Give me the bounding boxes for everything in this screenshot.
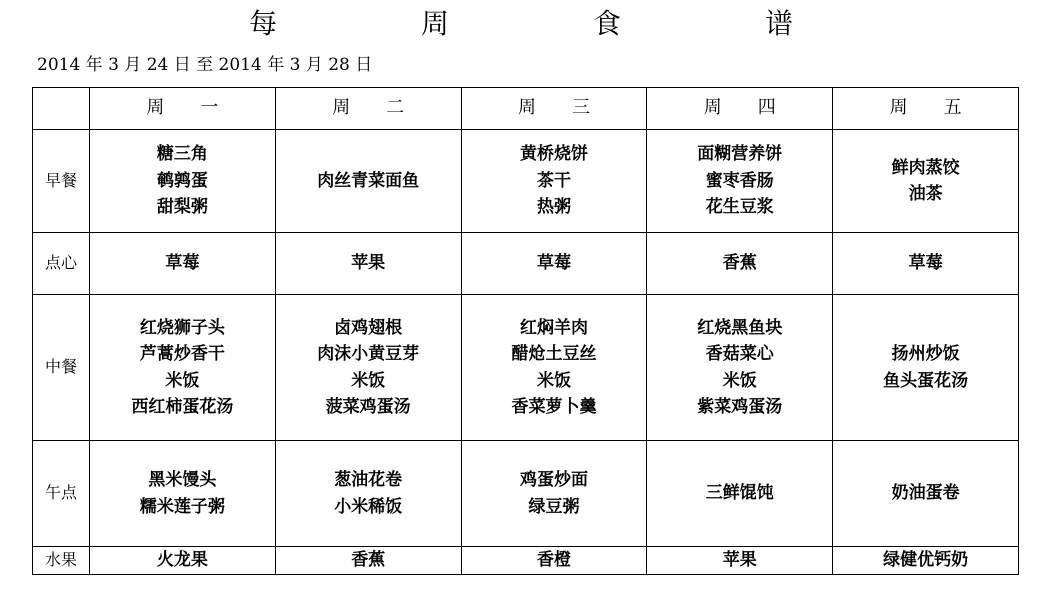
- day-header-tue: [275, 88, 461, 130]
- menu-cell: [833, 130, 1019, 233]
- day-header-mon: [90, 88, 276, 130]
- menu-cell: [90, 233, 276, 295]
- meal-label: 中餐: [33, 295, 90, 441]
- day-label: 周 一: [146, 97, 219, 119]
- dish-name: 米饭: [536, 370, 571, 391]
- dish-name: 香蕉: [351, 550, 386, 571]
- dish-name: 肉丝青菜面鱼: [317, 170, 420, 191]
- day-header-fri: [833, 88, 1019, 130]
- dish-name: 红烧狮子头: [139, 317, 225, 338]
- menu-cell: [647, 547, 833, 575]
- dish-name: 鹌鹑蛋: [156, 170, 208, 191]
- meal-row-afternoon-snack: [33, 441, 1019, 547]
- dish-name: 卤鸡翅根: [334, 317, 403, 338]
- dish-name: 热粥: [536, 197, 571, 218]
- meal-row-snack: [33, 233, 1019, 295]
- dish-name: 米饭: [165, 370, 200, 391]
- header-row: [33, 88, 1019, 130]
- menu-cell: [275, 295, 461, 441]
- dish-name: 扬州炒饭: [891, 344, 960, 364]
- dish-name: 香橙: [536, 550, 571, 571]
- menu-cell: [275, 233, 461, 295]
- dish-name: 甜梨粥: [156, 197, 208, 218]
- dish-name: 紫菜鸡蛋汤: [697, 397, 783, 417]
- dish-name: 绿健优钙奶: [883, 550, 969, 571]
- menu-cell: [275, 441, 461, 547]
- dish-name: 红烧黑鱼块: [697, 317, 783, 338]
- dish-name: 火龙果: [156, 550, 208, 571]
- dish-name: 绿豆粥: [528, 496, 580, 517]
- dish-name: 米饭: [722, 370, 757, 391]
- dish-name: 糖三角: [156, 144, 208, 165]
- dish-name: 三鲜馄饨: [705, 483, 774, 504]
- menu-cell: [90, 547, 276, 575]
- menu-cell: [833, 295, 1019, 441]
- dish-name: 芦蒿炒香干: [139, 344, 225, 364]
- date-range: 2014 年 3 月 24 日 至 2014 年 3 月 28 日: [37, 55, 373, 75]
- dish-name: 糯米莲子粥: [139, 496, 225, 517]
- dish-name: 蜜枣香肠: [705, 170, 774, 191]
- dish-name: 菠菜鸡蛋汤: [325, 397, 411, 417]
- menu-cell: [461, 295, 647, 441]
- menu-cell: [647, 233, 833, 295]
- meal-label: 午点: [33, 441, 90, 547]
- dish-name: 黄桥烧饼: [519, 144, 588, 165]
- dish-name: 鸡蛋炒面: [519, 470, 588, 490]
- dish-name: 香蕉: [722, 253, 757, 274]
- dish-name: 鱼头蛋花汤: [883, 370, 969, 391]
- menu-cell: [275, 130, 461, 233]
- dish-name: 苹果: [351, 253, 386, 274]
- meal-row-breakfast: [33, 130, 1019, 233]
- day-header-wed: [461, 88, 647, 130]
- menu-cell: [833, 233, 1019, 295]
- dish-name: 香菜萝卜羹: [511, 397, 597, 417]
- menu-cell: [90, 441, 276, 547]
- menu-cell: [647, 130, 833, 233]
- menu-cell: [647, 295, 833, 441]
- menu-cell: [275, 547, 461, 575]
- dish-name: 葱油花卷: [334, 470, 403, 490]
- dish-name: 西红柿蛋花汤: [131, 397, 234, 417]
- dish-name: 苹果: [722, 550, 757, 571]
- dish-name: 茶干: [536, 170, 571, 191]
- day-label: 周 二: [332, 97, 405, 119]
- day-header-thu: [647, 88, 833, 130]
- menu-cell: [833, 441, 1019, 547]
- meal-row-lunch: [33, 295, 1019, 441]
- meal-label: 点心: [33, 233, 90, 295]
- dish-name: 面糊营养饼: [697, 144, 783, 165]
- dish-name: 肉沫小黄豆芽: [317, 344, 420, 364]
- dish-name: 油茶: [908, 184, 943, 204]
- dish-name: 小米稀饭: [334, 496, 403, 517]
- dish-name: 红焖羊肉: [519, 317, 588, 338]
- meal-row-fruit: [33, 547, 1019, 575]
- dish-name: 草莓: [165, 253, 200, 274]
- dish-name: 奶油蛋卷: [891, 483, 960, 504]
- dish-name: 醋炝土豆丝: [511, 344, 597, 364]
- menu-cell: [461, 547, 647, 575]
- meal-label: 早餐: [33, 130, 90, 233]
- dish-name: 草莓: [536, 253, 571, 274]
- day-label: 周 五: [889, 97, 962, 119]
- menu-cell: [461, 233, 647, 295]
- corner-cell: [33, 88, 90, 130]
- menu-cell: [647, 441, 833, 547]
- weekly-menu-table: [32, 87, 1019, 575]
- meal-label: 水果: [33, 547, 90, 575]
- menu-cell: [461, 130, 647, 233]
- dish-name: 鲜肉蒸饺: [891, 157, 960, 178]
- dish-name: 香菇菜心: [705, 344, 774, 364]
- dish-name: 花生豆浆: [705, 197, 774, 218]
- menu-cell: [833, 547, 1019, 575]
- dish-name: 米饭: [351, 370, 386, 391]
- day-label: 周 四: [703, 97, 776, 119]
- menu-cell: [461, 441, 647, 547]
- menu-cell: [90, 130, 276, 233]
- day-label: 周 三: [517, 97, 590, 119]
- dish-name: 草莓: [908, 253, 943, 274]
- page-title: 每 周 食 谱: [248, 7, 851, 40]
- dish-name: 黑米馒头: [148, 470, 217, 490]
- menu-cell: [90, 295, 276, 441]
